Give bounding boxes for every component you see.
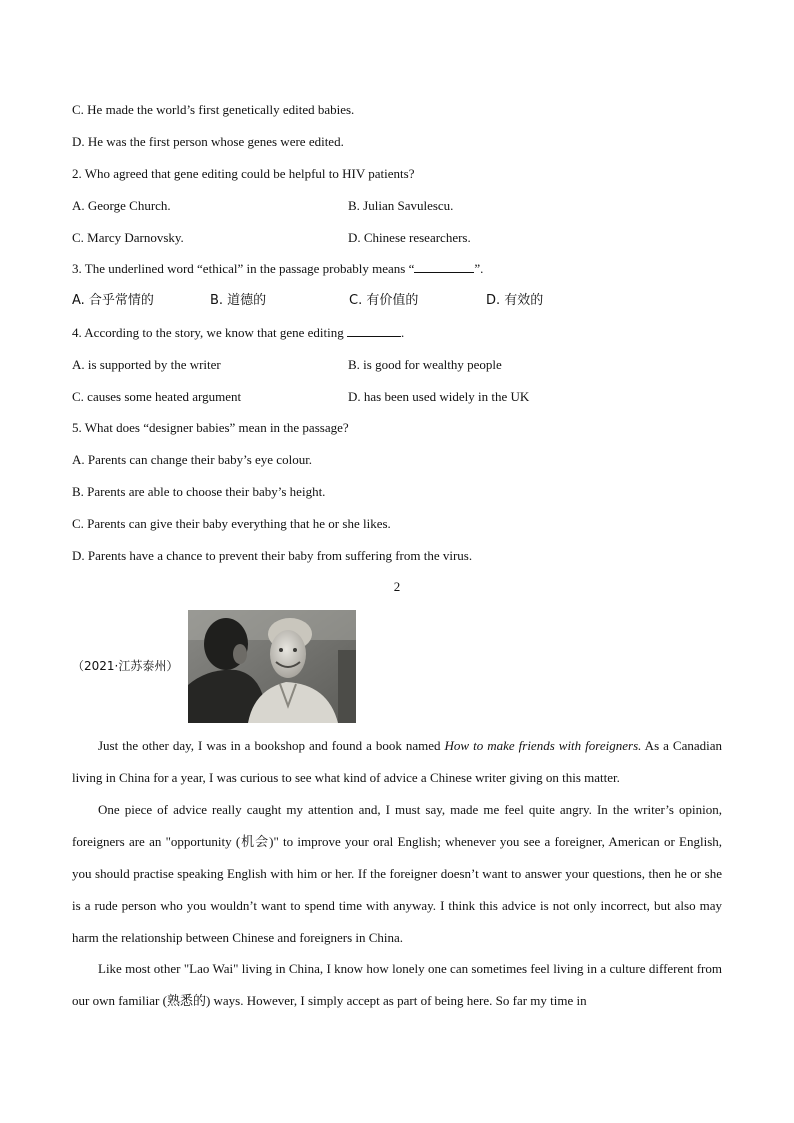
- q5-option-d: D. Parents have a chance to prevent their baby from suffering from the virus.: [72, 548, 473, 563]
- passage-p1-text-b: As a Canadian living in China for a year, I was curious to see what kind of advice a Chinese writer giving on this matter.: [72, 738, 722, 785]
- q2-option-b: B. Julian Savulescu.: [348, 198, 454, 213]
- q4-option-a: A. is supported by the writer: [72, 357, 221, 372]
- q1-option-c: C. He made the world’s first genetically edited babies.: [72, 102, 355, 117]
- passage-p3-text: Like most other "Lao Wai" living in China, I know how lonely one can sometimes feel living in a culture different from our own familiar (熟悉的) ways. However, I simply accept as part of being here. So far my time in: [72, 961, 722, 1008]
- q3-stem-text: 3. The underlined word “ethical” in the passage probably means “: [72, 261, 415, 276]
- q5-option-c: C. Parents can give their baby everything that he or she likes.: [72, 516, 391, 531]
- q4-option-d: D. has been used widely in the UK: [348, 389, 530, 404]
- q4-stem-text: 4. According to the story, we know that gene editing: [72, 325, 347, 340]
- q2-stem: 2. Who agreed that gene editing could be helpful to HIV patients?: [72, 166, 415, 181]
- q2-option-a: A. George Church.: [72, 198, 171, 213]
- section-number: 2: [393, 579, 401, 594]
- q5-option-a: A. Parents can change their baby’s eye colour.: [72, 452, 313, 467]
- q4-stem: [72, 324, 404, 342]
- q3-stem-end: ”.: [474, 261, 484, 276]
- q4-option-b: B. is good for wealthy people: [348, 357, 502, 372]
- q3-stem: [72, 260, 483, 278]
- q5-option-b: B. Parents are able to choose their baby’s height.: [72, 484, 326, 499]
- passage-paragraph-1: [72, 730, 722, 794]
- q3-option-d: D. 有效的: [486, 293, 544, 308]
- q3-option-a: A. 合乎常情的: [72, 293, 154, 308]
- q4-option-c: C. causes some heated argument: [72, 389, 242, 404]
- answer-blank: [414, 260, 474, 273]
- q4-stem-end: .: [401, 325, 405, 340]
- passage-p1-text-a: Just the other day, I was in a bookshop and found a book named: [98, 738, 445, 753]
- q1-option-d: D. He was the first person whose genes were edited.: [72, 134, 344, 149]
- photo-two-men: [188, 610, 356, 723]
- passage-paragraph-2: [72, 794, 722, 954]
- q2-option-c: C. Marcy Darnovsky.: [72, 230, 184, 245]
- q2-option-d: D. Chinese researchers.: [348, 230, 471, 245]
- book-title: How to make friends with foreigners.: [444, 738, 642, 753]
- q5-stem: 5. What does “designer babies” mean in the passage?: [72, 420, 349, 435]
- passage-p2-text: One piece of advice really caught my attention and, I must say, made me feel quite angry. In the writer’s opinion, foreigners are an "opportunity (机会)" to improve your oral English; whenever you see a foreigner, American or English, you should practise speaking English with him or her. If the foreigner doesn’t want to answer your questions, then he or she is a rude person who you wouldn’t want to spend time with anyway. I think this advice is not only incorrect, but also may harm the relationship between Chinese and foreigners in China.: [72, 802, 722, 945]
- source-label: （2021·江苏泰州）: [72, 659, 179, 673]
- q3-option-b: B. 道德的: [210, 293, 267, 308]
- passage-paragraph-3: [72, 953, 722, 1017]
- q3-option-c: C. 有价值的: [349, 293, 419, 308]
- answer-blank: [347, 324, 401, 337]
